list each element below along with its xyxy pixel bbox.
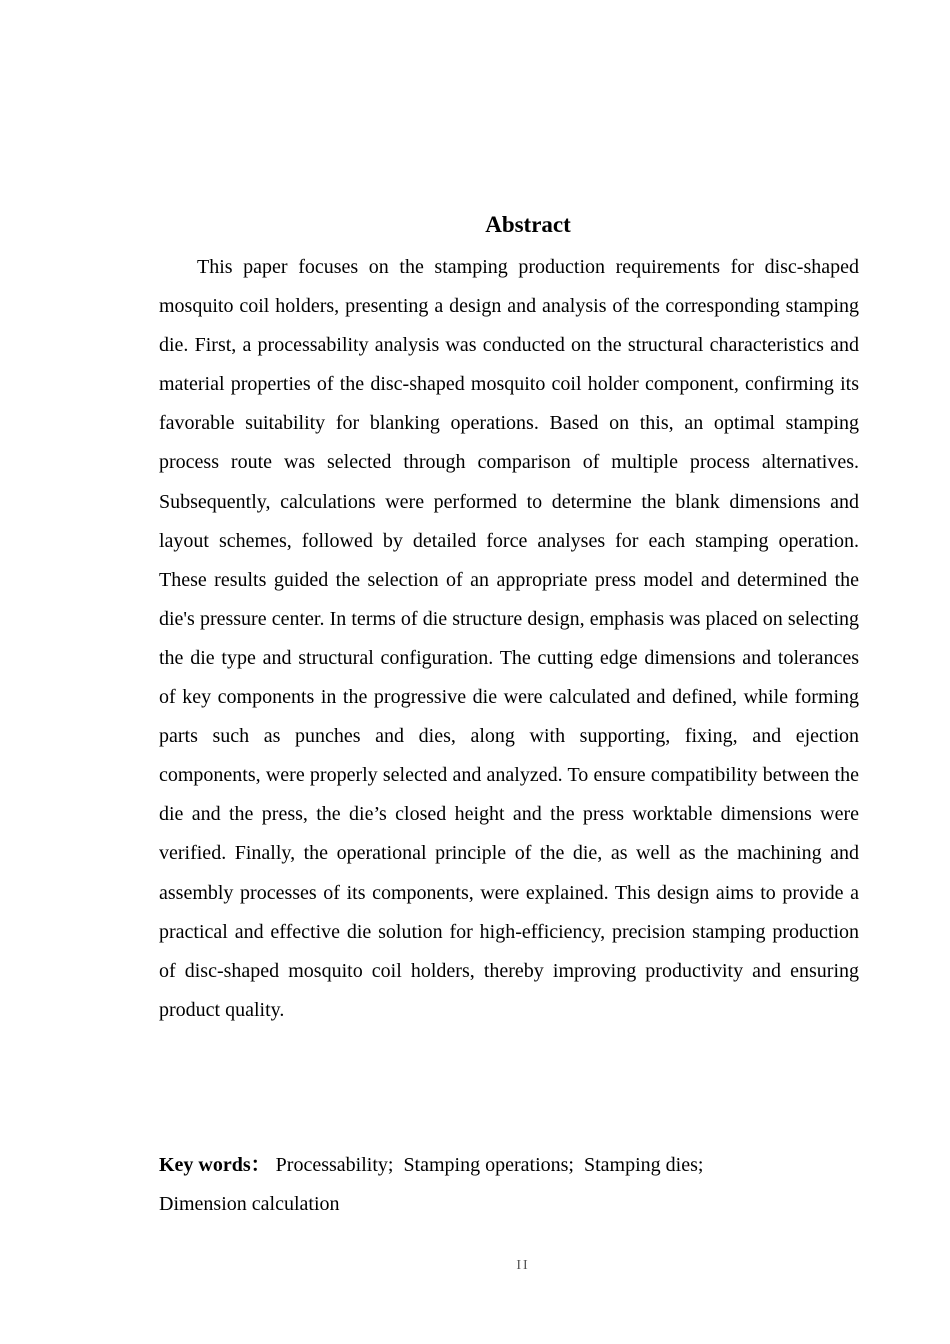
keywords-section xyxy=(159,1146,859,1224)
keyword-item: Dimension calculation xyxy=(159,1193,340,1215)
page-number: II xyxy=(516,1258,530,1273)
abstract-body: This paper focuses on the stamping production requirements for disc-shaped mosquito coil holders, presenting a design and analysis of the corresponding stamping die. First, a processability analysis was conducted on the structural characteristics and material properties of the disc-shaped mosquito coil holder component, confirming its favorable suitability for blanking operations. Based on this, an optimal stamping process route was selected through comparison of multiple process alternatives. Subsequently, calculations were performed to determine the blank dimensions and layout schemes, followed by detailed force analyses for each stamping operation. These results guided the selection of an appropriate press model and determined the die's pressure center. In terms of die structure design, emphasis was placed on selecting the die type and structural configuration. The cutting edge dimensions and tolerances of key components in the progressive die were calculated and defined, while forming parts such as punches and dies, along with supporting, fixing, and ejection components, were properly selected and analyzed. To ensure compatibility between the die and the press, the die’s closed height and the press worktable dimensions were verified. Finally, the operational principle of the die, as well as the machining and assembly processes of its components, were explained. This design aims to provide a practical and effective die solution for high-efficiency, precision stamping production of disc-shaped mosquito coil holders, thereby improving productivity and ensuring product quality. xyxy=(159,256,859,1021)
abstract-title: Abstract xyxy=(485,212,571,237)
keywords-label: Key words： xyxy=(159,1154,271,1176)
keyword-item: Processability; xyxy=(275,1154,394,1176)
keyword-item: Stamping dies; xyxy=(583,1154,704,1176)
keyword-item: Stamping operations; xyxy=(403,1154,574,1176)
